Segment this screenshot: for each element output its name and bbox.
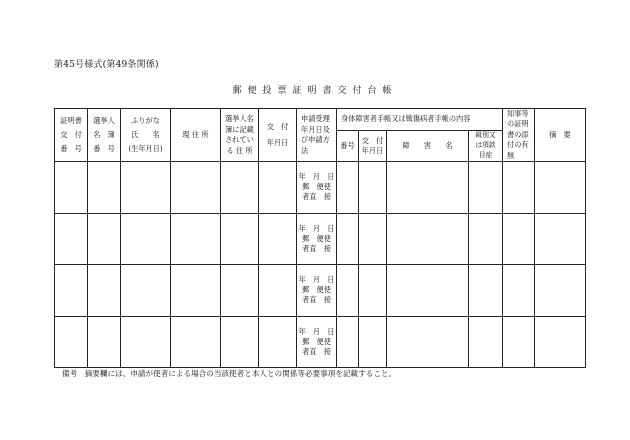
header-governor-cert: 知事等 の証明 書の添 付の有 無 [503,109,535,162]
ledger-cell[interactable] [359,265,387,317]
ledger-cell[interactable] [88,162,121,214]
ledger-cell[interactable] [171,265,221,317]
header-registered-address: 選挙人名 簿に記載 されてい る 住 所 [221,109,259,162]
header-sub-issue-date: 交 付 年月日 [359,131,387,162]
ledger-cell[interactable] [55,316,88,368]
ledger-cell[interactable] [171,162,221,214]
ledger-cell[interactable] [88,213,121,265]
ledger-cell[interactable] [121,213,171,265]
ledger-cell[interactable] [88,265,121,317]
ledger-cell[interactable] [387,265,469,317]
ledger-cell[interactable] [535,162,586,214]
method-option: 使 者 [302,233,339,253]
ledger-cell[interactable] [503,265,535,317]
header-address: 現 住 所 [171,109,221,162]
ledger-cell[interactable] [171,316,221,368]
ledger-cell[interactable] [503,213,535,265]
table-row [55,162,586,214]
ledger-cell[interactable] [55,265,88,317]
ledger-cell[interactable] [337,213,359,265]
header-sub-disability: 障 害 名 [387,131,469,162]
ledger-cell[interactable] [221,162,259,214]
method-option: 使 者 [302,182,339,202]
ledger-cell[interactable] [88,316,121,368]
header-sub-number: 番号 [337,131,359,162]
application-method-cell [297,265,337,317]
ledger-cell[interactable] [469,316,503,368]
application-method-cell [297,162,337,214]
application-method-cell [297,316,337,368]
method-option: 年 月 日 [298,172,335,182]
ledger-cell[interactable] [259,162,297,214]
method-option: 年 月 日 [298,275,335,285]
ledger-table [54,108,586,368]
header-disability-group: 身体障害者手帳又は戦傷病者手帳の内容 [337,109,503,131]
ledger-cell[interactable] [387,162,469,214]
header-sub-grade: 級別又 は項款 目症 [469,131,503,162]
ledger-cell[interactable] [503,162,535,214]
ledger-cell[interactable] [337,162,359,214]
ledger-cell[interactable] [171,213,221,265]
table-row [55,213,586,265]
table-row [55,265,586,317]
ledger-cell[interactable] [503,316,535,368]
method-option: 郵 便 [302,285,324,295]
ledger-cell[interactable] [221,265,259,317]
ledger-cell[interactable] [221,316,259,368]
ledger-cell[interactable] [359,213,387,265]
application-method-cell [297,213,337,265]
method-option: 郵 便 [302,182,324,192]
header-voter-no: 選挙人 名 簿 番 号 [88,109,121,162]
ledger-cell[interactable] [469,162,503,214]
method-option: 直 接 [309,295,331,305]
ledger-cell[interactable] [535,265,586,317]
method-option: 年 月 日 [298,223,335,233]
ledger-cell[interactable] [359,162,387,214]
ledger-cell[interactable] [259,213,297,265]
form-number: 第45号様式(第49条関係) [54,60,159,70]
ledger-cell[interactable] [337,265,359,317]
ledger-cell[interactable] [55,213,88,265]
method-option: 年 月 日 [298,326,335,336]
header-remarks: 摘 要 [535,109,586,162]
ledger-cell[interactable] [535,316,586,368]
header-issue-date: 交 付 年月日 [259,109,297,162]
ledger-cell[interactable] [121,265,171,317]
ledger-cell[interactable] [259,265,297,317]
ledger-cell[interactable] [121,162,171,214]
footnote: 備考 摘要欄には、申請が使者による場合の当該使者と本人との関係等必要事項を記載すること。 [62,369,397,378]
ledger-cell[interactable] [359,316,387,368]
ledger-cell[interactable] [469,213,503,265]
header-application: 申請受理 年月日及 び申請方 法 [297,109,337,162]
method-option: 郵 便 [302,336,324,346]
ledger-cell[interactable] [259,316,297,368]
ledger-cell[interactable] [387,316,469,368]
method-option: 直 接 [309,346,331,356]
method-option: 使 者 [302,336,339,356]
method-option: 使 者 [302,285,339,305]
ledger-cell[interactable] [121,316,171,368]
ledger-cell[interactable] [469,265,503,317]
ledger-cell[interactable] [221,213,259,265]
method-option: 直 接 [309,243,331,253]
ledger-cell[interactable] [55,162,88,214]
ledger-cell[interactable] [337,316,359,368]
page-title: 郵便投票証明書交付台帳 [232,86,398,96]
ledger-cell[interactable] [387,213,469,265]
header-name: ふりがな 氏 名 (生年月日) [121,109,171,162]
header-cert-no: 証明書 交 付 番 号 [55,109,88,162]
method-option: 直 接 [309,192,331,202]
method-option: 郵 便 [302,233,324,243]
ledger-cell[interactable] [535,213,586,265]
table-row [55,316,586,368]
